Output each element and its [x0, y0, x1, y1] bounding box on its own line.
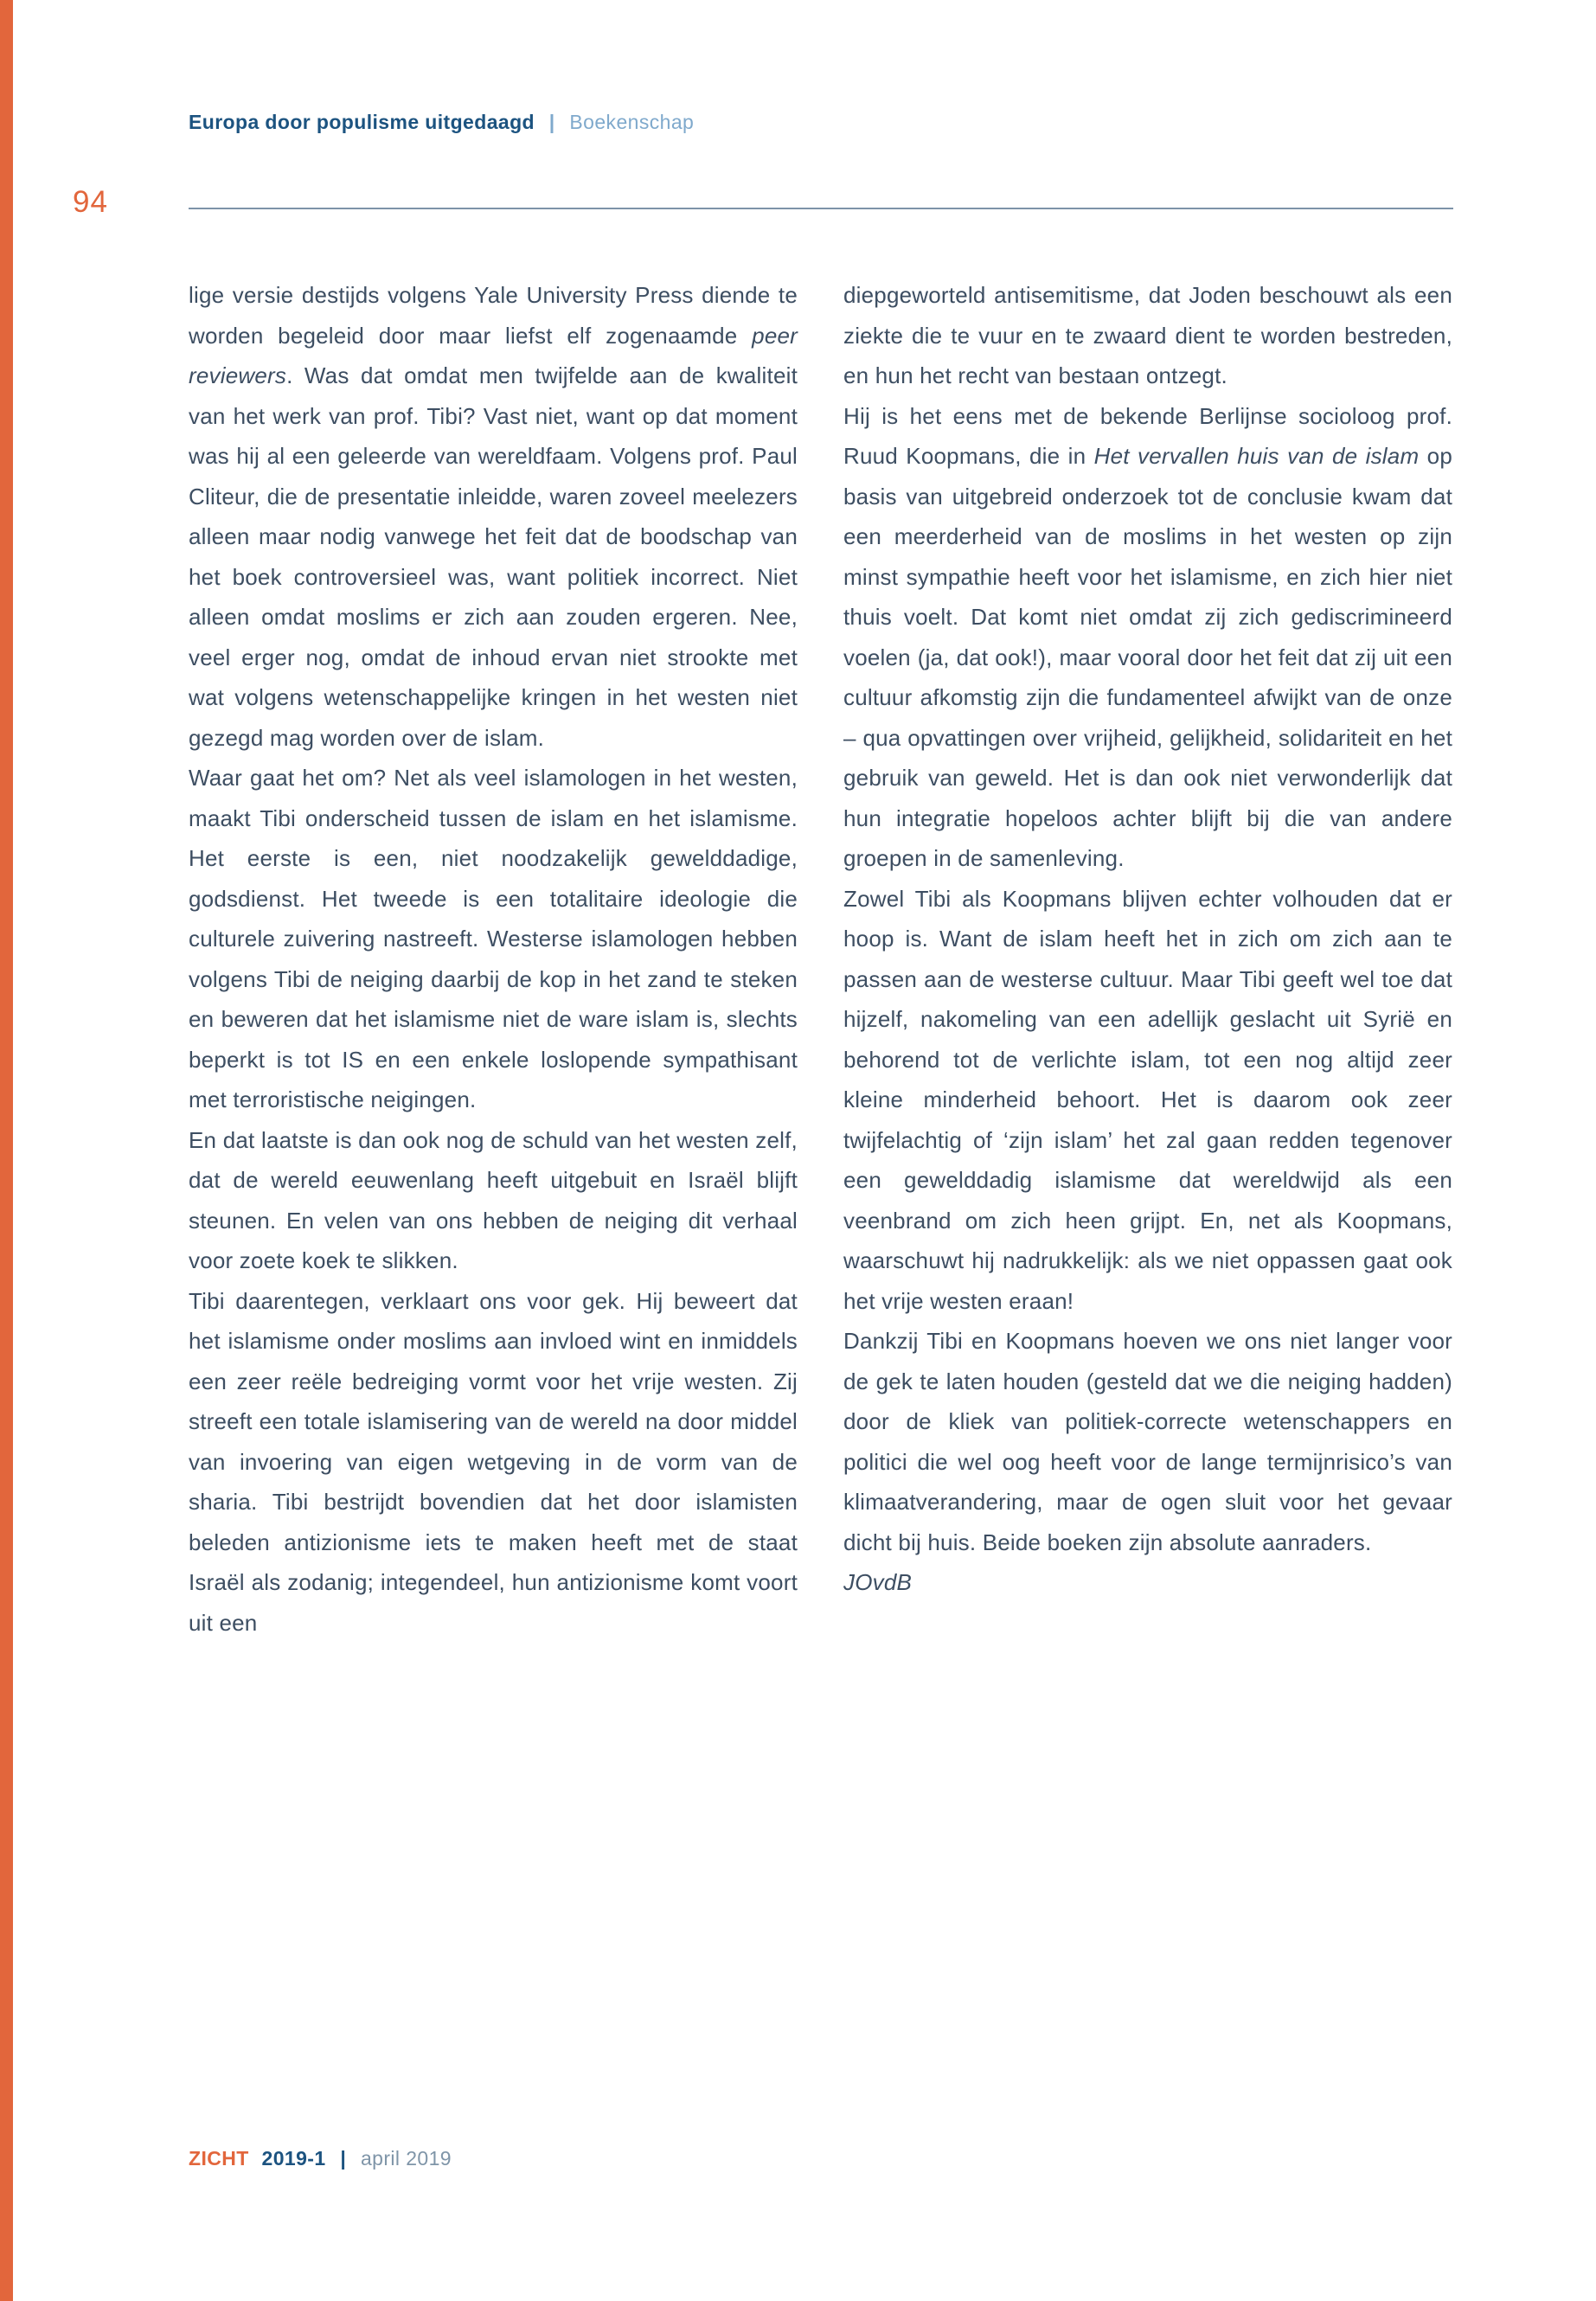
text-run: En dat laatste is dan ook nog de schuld van het westen zelf, dat de wereld eeuwenlang heeft uitgebuit en Israël blijft steunen. En velen van ons hebben de neiging dit verhaal voor zoete koek te slikken. [189, 1126, 798, 1273]
accent-bar [0, 0, 13, 2301]
paragraph [189, 758, 798, 1120]
text-run: diepgeworteld antisemitisme, dat Joden beschouwt als een ziekte die te vuur en te zwaard dient te worden bestreden, en hun het recht van bestaan ontzegt. [843, 282, 1452, 388]
page-header [189, 111, 694, 134]
text-run: Dankzij Tibi en Koopmans hoeven we ons niet langer voor de gek te laten houden (gesteld dat we die neiging hadden) door de kliek van politiek-correcte wetenschappers en politici die wel oog heeft voor de lange termijnrisico’s van klimaatverandering, maar de ogen sluit voor het gevaar dicht bij huis. Beide boeken zijn absolute aanraders. [843, 1328, 1452, 1555]
page-number: 94 [73, 185, 108, 219]
header-rule [189, 208, 1453, 209]
text-run: Zowel Tibi als Koopmans blijven echter volhouden dat er hoop is. Want de islam heeft het in zich om zich aan te passen aan de westerse cultuur. Maar Tibi geeft wel toe dat hijzelf, nakomeling van een adellijk geslacht uit Syrië en behorend tot de verlichte islam, tot een nog altijd zeer kleine minderheid behoort. Het is daarom ook zeer twijfelachtig of ‘zijn islam’ het zal gaan redden tegenover een gewelddadig islamisme dat wereldwijd als een veenbrand om zich heen grijpt. En, net als Koopmans, waarschuwt hij nadrukkelijk: als we niet oppassen gaat ook het vrije westen eraan! [843, 885, 1452, 1314]
italic-text-run: JOvdB [843, 1569, 913, 1595]
paragraph [843, 879, 1452, 1322]
text-run: Tibi daarentegen, verklaart ons voor gek. Hij beweert dat het islamisme onder moslims aan invloed wint en inmiddels een zeer reële bedreiging vormt voor het vrije westen. Zij streeft een totale islamisering van de wereld na door middel van invoering van eigen wetgeving in de vorm van de sharia. Tibi bestrijdt bovendien dat het door islamisten beleden antizionisme iets te maken heeft met de staat Israël als zodanig; integendeel, hun antizionisme komt voort uit een [189, 1287, 798, 1636]
header-section-label: Boekenschap [569, 111, 695, 133]
italic-text-run: Het vervallen huis van de islam [1093, 443, 1420, 469]
paragraph [189, 1281, 798, 1644]
header-separator: | [548, 111, 555, 133]
text-run: Waar gaat het om? Net als veel islamologen in het westen, maakt Tibi onderscheid tussen de islam en het islamisme. Het eerste is een, niet noodzakelijk gewelddadige, godsdienst. Het tweede is een totalitaire ideologie die culturele zuivering nastreeft. Westerse islamologen hebben volgens Tibi de neiging daarbij de kop in het zand te steken en beweren dat het islamisme niet de ware islam is, slechts beperkt is tot IS en een enkele loslopende sympathisant met terroristische neigingen. [189, 765, 798, 1112]
paragraph [843, 1321, 1452, 1562]
text-column-left [189, 275, 798, 1643]
page-footer [189, 2147, 452, 2170]
text-run: lige versie destijds volgens Yale University Press diende te worden begeleid door maar liefst elf zogenaamde [189, 282, 798, 349]
paragraph [189, 275, 798, 758]
footer-issue-number: 2019-1 [261, 2147, 326, 2170]
text-run: Hij is het eens met de bekende Berlijnse socioloog prof. Ruud Koopmans, die in [843, 402, 1452, 469]
paragraph [189, 1120, 798, 1281]
paragraph [843, 396, 1452, 879]
text-run: . Was dat omdat men twijfelde aan de kwaliteit van het werk van prof. Tibi? Vast niet, want op dat moment was hij al een geleerde van wereldfaam. Volgens prof. Paul Cliteur, die de presentatie inleidde, waren zoveel meelezers alleen maar nodig vanwege het feit dat de boodschap van het boek controversieel was, want politiek incorrect. Niet alleen omdat moslims er zich aan zouden ergeren. Nee, veel erger nog, omdat de inhoud ervan niet strookte met wat volgens wetenschappelijke kringen in het westen niet gezegd mag worden over de islam. [189, 362, 798, 751]
paragraph [843, 1562, 1452, 1603]
text-column-right [843, 275, 1452, 1603]
footer-separator: | [340, 2147, 347, 2170]
italic-text-run: peer reviewers [189, 322, 798, 388]
footer-magazine-name: ZICHT [189, 2147, 249, 2170]
header-title: Europa door populisme uitgedaagd [189, 111, 535, 133]
paragraph [843, 275, 1452, 396]
text-run: op basis van uitgebreid onderzoek tot de conclusie kwam dat een meerderheid van de moslims in het westen op zijn minst sympathie heeft voor het islamisme, en zich hier niet thuis voelt. Dat komt niet omdat zij zich gediscrimineerd voelen (ja, dat ook!), maar vooral door het feit dat zij uit een cultuur afkomstig zijn die fundamenteel afwijkt van de onze – qua opvattingen over vrijheid, gelijkheid, solidariteit en het gebruik van geweld. Het is dan ook niet verwonderlijk dat hun integratie hopeloos achter blijft bij die van andere groepen in de samenleving. [843, 443, 1452, 871]
footer-date: april 2019 [360, 2147, 452, 2170]
